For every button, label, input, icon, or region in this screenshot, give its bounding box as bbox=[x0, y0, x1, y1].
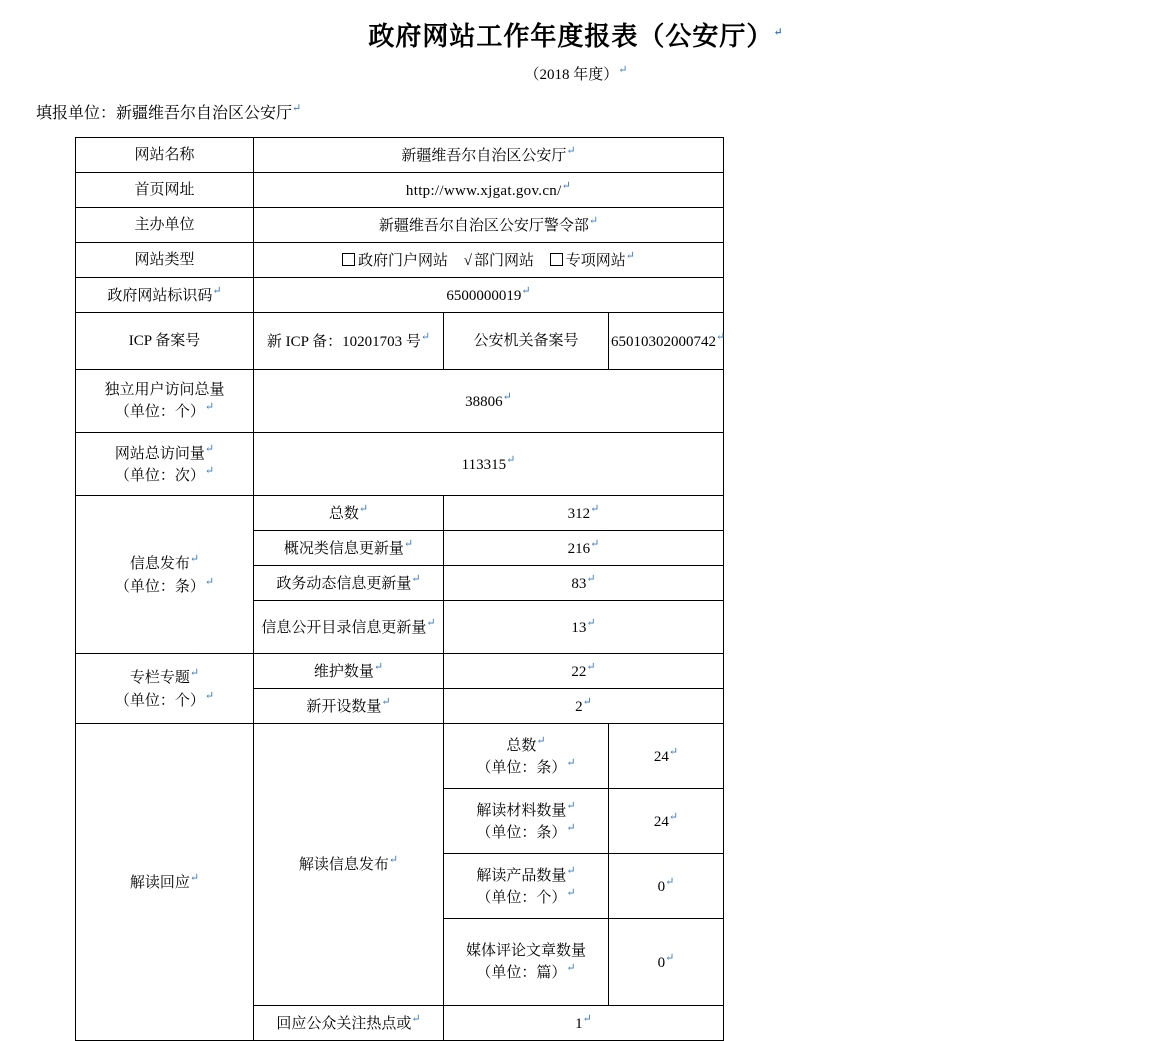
interpretation-row-label: 解读材料数量↵ （单位：条）↵ bbox=[444, 789, 609, 854]
site-type-option-special[interactable]: 专项网站↵ bbox=[550, 249, 635, 271]
reporting-unit-value: 新疆维吾尔自治区公安厅 bbox=[116, 105, 293, 122]
column-topic-row-label: 新开设数量↵ bbox=[254, 689, 444, 724]
host-unit-value: 新疆维吾尔自治区公安厅警令部↵ bbox=[254, 208, 724, 243]
table-row bbox=[76, 173, 724, 208]
table-row bbox=[76, 208, 724, 243]
interpretation-row-label: 总数↵ （单位：条）↵ bbox=[444, 724, 609, 789]
site-name-value: 新疆维吾尔自治区公安厅↵ bbox=[254, 138, 724, 173]
site-type-option-department[interactable]: √ 部门网站 bbox=[464, 251, 534, 271]
table-row bbox=[76, 138, 724, 173]
info-publish-row-label: 信息公开目录信息更新量↵ bbox=[254, 601, 444, 654]
table-row bbox=[76, 313, 724, 370]
check-mark-icon: √ bbox=[463, 252, 473, 269]
table-row bbox=[76, 370, 724, 433]
column-topic-row-value: 22↵ bbox=[444, 654, 724, 689]
interpretation-row-value: 0↵ bbox=[609, 919, 724, 1006]
info-publish-row-label: 总数↵ bbox=[254, 496, 444, 531]
info-publish-row-value: 83↵ bbox=[444, 566, 724, 601]
info-publish-row-value: 312↵ bbox=[444, 496, 724, 531]
revision-mark-icon: ↵ bbox=[292, 102, 302, 115]
checkbox-empty-icon[interactable] bbox=[342, 253, 355, 266]
column-topic-row-label: 维护数量↵ bbox=[254, 654, 444, 689]
icp-value: 新 ICP 备：10201703 号↵ bbox=[254, 313, 444, 370]
interpretation-label: 解读回应↵ bbox=[76, 724, 254, 1041]
interpretation-row-value: 24↵ bbox=[609, 724, 724, 789]
annual-report-table bbox=[75, 137, 724, 1041]
table-row bbox=[76, 278, 724, 313]
unique-visitors-label: 独立用户访问总量 （单位：个）↵ bbox=[76, 370, 254, 433]
interpretation-row-value: 24↵ bbox=[609, 789, 724, 854]
site-name-label: 网站名称 bbox=[76, 138, 254, 173]
info-publish-label: 信息发布↵ （单位：条）↵ bbox=[76, 496, 254, 654]
info-publish-row-value: 216↵ bbox=[444, 531, 724, 566]
homepage-value: http://www.xjgat.gov.cn/↵ bbox=[254, 173, 724, 208]
site-code-value: 6500000019↵ bbox=[254, 278, 724, 313]
document-page bbox=[0, 10, 1152, 1032]
total-visits-value: 113315↵ bbox=[254, 433, 724, 496]
reporting-unit-label: 填报单位： bbox=[36, 105, 117, 122]
table-row bbox=[76, 496, 724, 531]
site-type-label: 网站类型 bbox=[76, 243, 254, 278]
column-topic-label: 专栏专题↵ （单位：个）↵ bbox=[76, 654, 254, 724]
table-row bbox=[76, 724, 724, 789]
interpretation-row-value: 0↵ bbox=[609, 854, 724, 919]
total-visits-label: 网站总访问量↵ （单位：次）↵ bbox=[76, 433, 254, 496]
interpretation-row-label: 媒体评论文章数量 （单位：篇）↵ bbox=[444, 919, 609, 1006]
info-publish-row-label: 概况类信息更新量↵ bbox=[254, 531, 444, 566]
site-code-label: 政府网站标识码↵ bbox=[76, 278, 254, 313]
interpretation-publish-label: 解读信息发布↵ bbox=[254, 724, 444, 1006]
interpretation-row-label: 解读产品数量↵ （单位：个）↵ bbox=[444, 854, 609, 919]
revision-mark-icon: ↵ bbox=[618, 64, 628, 76]
info-publish-row-value: 13↵ bbox=[444, 601, 724, 654]
table-row bbox=[76, 243, 724, 278]
homepage-label: 首页网址 bbox=[76, 173, 254, 208]
page-title: 政府网站工作年度报表（公安厅）↵ bbox=[368, 22, 784, 51]
host-unit-label: 主办单位 bbox=[76, 208, 254, 243]
info-publish-row-label: 政务动态信息更新量↵ bbox=[254, 566, 444, 601]
site-type-options bbox=[254, 243, 724, 278]
table-row bbox=[76, 654, 724, 689]
response-row-label: 回应公众关注热点或↵ bbox=[254, 1006, 444, 1041]
police-record-value: 65010302000742↵ bbox=[609, 313, 724, 370]
column-topic-row-value: 2↵ bbox=[444, 689, 724, 724]
response-row-value: 1↵ bbox=[444, 1006, 724, 1041]
page-subtitle: （2018 年度）↵ bbox=[524, 64, 628, 83]
reporting-unit-line bbox=[36, 100, 1152, 123]
checkbox-empty-icon[interactable] bbox=[550, 253, 563, 266]
revision-mark-icon: ↵ bbox=[773, 26, 784, 39]
police-record-label: 公安机关备案号 bbox=[444, 313, 609, 370]
site-type-option-portal[interactable]: 政府门户网站 bbox=[342, 251, 448, 271]
table-row bbox=[76, 433, 724, 496]
icp-label: ICP 备案号 bbox=[76, 313, 254, 370]
unique-visitors-value: 38806↵ bbox=[254, 370, 724, 433]
